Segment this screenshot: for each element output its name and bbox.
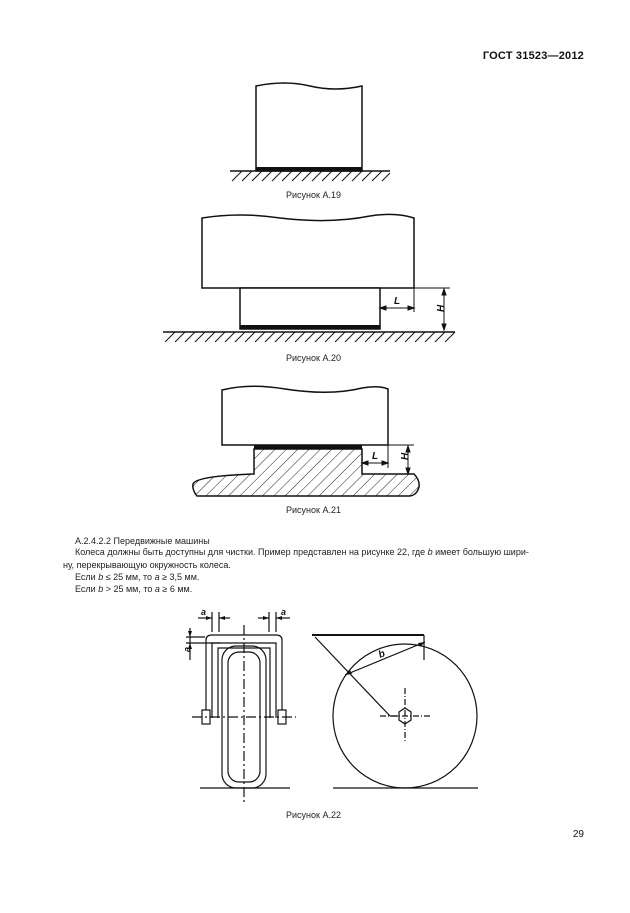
- cond2-b: b: [98, 584, 104, 594]
- cond1-pre: Если: [75, 572, 99, 582]
- figure-a21: [193, 386, 419, 496]
- a20-base: [240, 288, 380, 329]
- figure-a22-side-view: [312, 635, 478, 788]
- cond1-post: ≥ 3,5 мм.: [159, 572, 200, 582]
- cond2-post: ≥ 6 мм.: [159, 584, 193, 594]
- section-text-line1: [75, 547, 585, 557]
- text1: Колеса должны быть доступны для чистки. Пример представлен на рисунке 22, где: [75, 547, 428, 557]
- a21-base-hatched: [193, 449, 419, 496]
- a20-floor-hatch: [165, 332, 455, 342]
- a21-label-h: H: [400, 452, 411, 460]
- caption-a21: Рисунок А.21: [286, 505, 341, 515]
- a20-seal: [240, 325, 380, 329]
- a22-label-a-left: a: [201, 607, 207, 617]
- a22-label-a-top: a: [182, 646, 192, 652]
- cond1-mid: ≤ 25 мм, то: [103, 572, 155, 582]
- text1b: имеет большую шири-: [432, 547, 529, 557]
- a20-top-body: [202, 214, 414, 288]
- a20-label-l: L: [394, 296, 401, 307]
- cond1-a: a: [154, 572, 160, 582]
- a21-top-body: [222, 386, 388, 445]
- figure-a22-front-view: [186, 612, 296, 805]
- a19-floor-hatch: [232, 171, 390, 181]
- cond2-a: a: [154, 584, 160, 594]
- section-title: А.2.4.2.2 Передвижные машины: [75, 536, 210, 546]
- cond2-pre: Если: [75, 584, 99, 594]
- document-header: ГОСТ 31523—2012: [482, 50, 584, 62]
- a22-label-a-right: a: [281, 607, 287, 617]
- var-b: b: [427, 547, 433, 557]
- figure-a20: [163, 214, 455, 342]
- page-number: 29: [572, 829, 584, 840]
- caption-a19: Рисунок А.19: [286, 190, 341, 200]
- a22-label-b: b: [377, 648, 387, 661]
- condition-2: [75, 583, 192, 595]
- condition-1: [75, 571, 199, 583]
- a21-label-l: L: [372, 451, 379, 462]
- caption-a22: Рисунок А.22: [286, 810, 341, 820]
- cond2-mid: > 25 мм, то: [103, 584, 155, 594]
- section-text-line2: ну, перекрывающую окружность колеса.: [63, 560, 231, 570]
- caption-a20: Рисунок А.20: [286, 353, 341, 363]
- a20-label-h: H: [436, 304, 447, 312]
- cond1-b: b: [98, 572, 104, 582]
- a19-body: [256, 83, 362, 171]
- figure-a19: [230, 83, 390, 181]
